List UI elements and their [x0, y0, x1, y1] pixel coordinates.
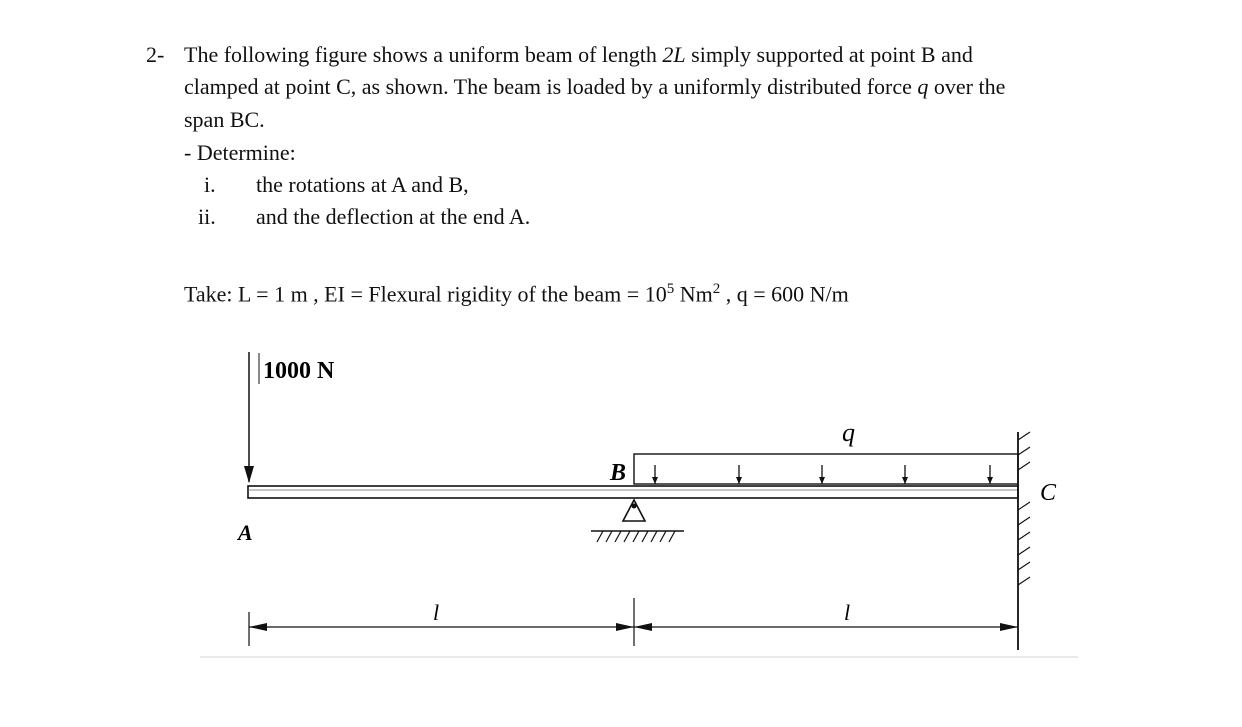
point-b-label: B [610, 460, 627, 486]
distributed-load-box [634, 454, 1018, 484]
problem-line-2-pre: clamped at point C, as shown. The beam is loaded by a uniformly distributed force [184, 74, 918, 99]
beam [248, 486, 1018, 498]
dim-arrow-right-c [1000, 623, 1018, 631]
problem-number: 2- [146, 42, 165, 67]
item-1-numeral: i. [204, 172, 216, 197]
load-arrowhead [244, 466, 254, 483]
problem-line-3-pre: span BC. [184, 107, 265, 132]
problem-line-2-post: over the [928, 74, 1006, 99]
dim-arrow-left-a [249, 623, 267, 631]
point-a-label: A [238, 520, 253, 545]
q-label: q [842, 418, 855, 447]
given-lead: Take: L = 1 m , EI = Flexural rigidity of the beam = 10 [184, 281, 667, 307]
problem-line-2-var: q [917, 74, 929, 99]
dim-arrow-left-b [616, 623, 634, 631]
wall-hatch [1018, 432, 1030, 585]
pin-support [623, 500, 645, 521]
point-c-label: C [1040, 480, 1057, 506]
support-ground-hatch [597, 531, 675, 542]
item-2-text: and the deflection at the end A. [256, 204, 531, 229]
problem-line-1-post: simply supported at point B and [685, 42, 973, 67]
given-unit: Nm [674, 281, 713, 307]
given-tail: , q = 600 N/m [720, 281, 849, 307]
load-label: 1000 N [263, 358, 335, 384]
dim-arrow-right-b [634, 623, 652, 631]
item-1-text: the rotations at A and B, [256, 172, 469, 197]
given-exponent: 5 [666, 281, 675, 297]
problem-line-1-var: 2L [662, 42, 686, 67]
problem-line-1-pre: The following figure shows a uniform beam of length [184, 42, 663, 67]
given-unit-exponent: 2 [712, 281, 721, 297]
item-2-numeral: ii. [198, 204, 216, 229]
span-right-label: l [844, 600, 851, 625]
determine-heading: - Determine: [184, 140, 296, 165]
span-left-label: l [433, 600, 440, 625]
pin-center [632, 504, 637, 509]
